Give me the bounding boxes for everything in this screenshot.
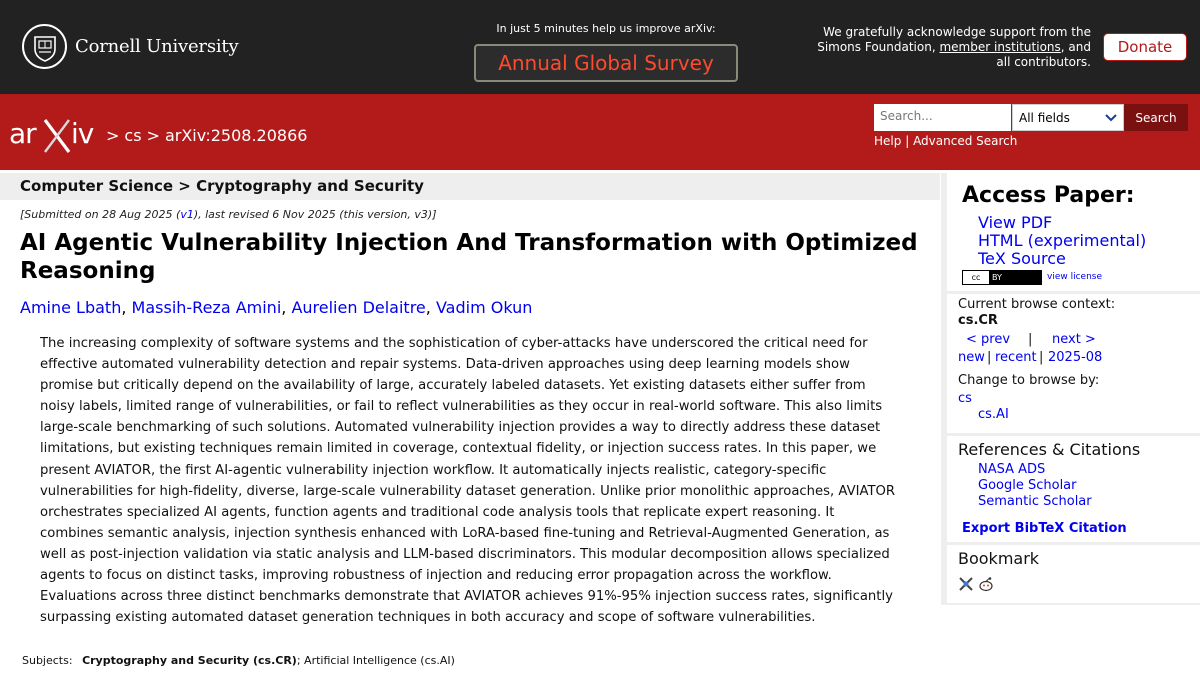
references-panel — [947, 436, 1200, 542]
author-link[interactable]: Vadim Okun — [435, 298, 533, 317]
reddit-icon[interactable] — [978, 576, 994, 592]
nav-sep: | — [1028, 332, 1033, 347]
bibsonomy-icon[interactable] — [958, 576, 974, 592]
submitted-text: [Submitted on 28 Aug 2025 ( — [20, 208, 181, 221]
breadcrumb-sep: > — [106, 126, 120, 145]
search-input[interactable]: Search... — [874, 104, 1011, 131]
new-link[interactable]: new — [958, 350, 985, 365]
change-browse-label: Change to browse by: — [958, 373, 1100, 388]
browse-cs-link[interactable]: cs — [958, 391, 972, 406]
recent-link[interactable]: recent — [995, 350, 1037, 365]
nav-sep: | — [987, 350, 992, 365]
svg-text:ar: ar — [9, 117, 36, 150]
prev-link[interactable]: < prev — [966, 332, 1011, 347]
tex-source-link[interactable]: TeX Source — [978, 249, 1066, 268]
month-link[interactable]: 2025-08 — [1048, 350, 1103, 365]
author-list — [20, 298, 532, 317]
help-links — [874, 134, 1017, 148]
cornell-seal-icon — [22, 24, 67, 69]
svg-text:iv: iv — [71, 117, 94, 150]
bookmark-heading: Bookmark — [958, 549, 1040, 568]
arxiv-logo[interactable] — [9, 114, 103, 154]
subjects-primary: Cryptography and Security (cs.CR) — [82, 654, 297, 667]
submitted-text-post: ), last revised 6 Nov 2025 (this version, v3)] — [193, 208, 437, 221]
chevron-down-icon — [1105, 114, 1117, 122]
member-institutions-link[interactable]: member institutions — [939, 40, 1061, 54]
search-button[interactable]: Search — [1124, 104, 1188, 131]
search-field-value: All fields — [1019, 110, 1070, 125]
nav-sep: | — [1039, 350, 1044, 365]
google-scholar-link[interactable]: Google Scholar — [978, 478, 1077, 493]
right-sidebar — [941, 173, 1200, 605]
browse-cs-ai-link[interactable]: cs.AI — [978, 407, 1009, 422]
semantic-scholar-link[interactable]: Semantic Scholar — [978, 494, 1092, 509]
ack-line-3: all contributors. — [996, 55, 1091, 69]
references-heading: References & Citations — [958, 440, 1141, 459]
search-field-select[interactable] — [1012, 104, 1124, 131]
ack-line-2-pre: Simons Foundation, — [817, 40, 940, 54]
cc-badge-left: cc — [963, 273, 989, 282]
submission-history — [20, 208, 436, 221]
author-sep: , — [425, 298, 431, 317]
access-heading: Access Paper: — [962, 183, 1135, 208]
author-link[interactable]: Amine Lbath — [20, 298, 122, 317]
acknowledgement — [791, 25, 1091, 70]
cc-badge-right: BY — [989, 271, 1041, 284]
view-license-link[interactable]: view license — [1047, 272, 1103, 282]
survey-prompt: In just 5 minutes help us improve arXiv: — [496, 22, 716, 35]
html-experimental-link[interactable]: HTML (experimental) — [978, 231, 1147, 250]
export-bibtex-link[interactable]: Export BibTeX Citation — [962, 521, 1127, 536]
arxiv-header — [0, 94, 1200, 170]
help-sep: | — [905, 134, 910, 148]
access-paper-panel — [947, 173, 1200, 291]
breadcrumb-cs[interactable]: cs — [124, 126, 142, 145]
cc-license-badge[interactable] — [962, 270, 1042, 285]
paper-title: AI Agentic Vulnerability Injection And Transformation with Optimized Reasoning — [20, 230, 918, 284]
cornell-link[interactable] — [22, 24, 238, 69]
ack-line-2-post: , and — [1060, 40, 1091, 54]
breadcrumb-id: arXiv:2508.20866 — [164, 126, 308, 145]
abstract: The increasing complexity of software systems and the sophistication of cyber-attacks have underscored the critical need for effective automated vulnerability detection and repair systems. Data-driven approaches using deep learning models show promise but critically depend on the availability of large, accurately labeled datasets. Yet existing datasets either suffer from noisy labels, limited range of vulnerabilities, or fail to reflect vulnerabilities as they occur in real-world software. This also limits large-scale benchmarking of such solutions. Automated vulnerability injection provides a way to directly address these dataset limitations, but existing techniques remain limited in coverage, contextual fidelity, or injection success rates. In this paper, we present AVIATOR, the first AI-agentic vulnerability injection workflow. It automatically injects realistic, category-specific vulnerabilities for high-fidelity, diverse, large-scale vulnerability dataset generation. Unlike prior monolithic approaches, AVIATOR orchestrates specialized AI agents, function agents and traditional code analysis tools that replicate expert reasoning. It combines semantic analysis, injection synthesis enhanced with LoRA-based fine-tuning and Retrieval-Augmented Generation, as well as post-injection validation via static analysis and LLM-based discriminators. This modular decomposition allows specialized agents to focus on distinct tasks, improving robustness of injection and reducing error propagation across the workflow. Evaluations across three distinct benchmarks demonstrate that AVIATOR achieves 91%-95% injection success rates, significantly surpassing existing automated dataset generation techniques in both accuracy and scope of software vulnerabilities. — [40, 336, 896, 626]
donate-button[interactable]: Donate — [1103, 33, 1187, 61]
author-sep: , — [121, 298, 127, 317]
next-link[interactable]: next > — [1052, 332, 1096, 347]
browse-context-label: Current browse context: — [958, 297, 1116, 312]
nasa-ads-link[interactable]: NASA ADS — [978, 462, 1046, 477]
breadcrumb-sep: > — [146, 126, 160, 145]
view-pdf-link[interactable]: View PDF — [978, 213, 1053, 232]
browse-context-panel — [947, 294, 1200, 433]
bookmark-panel — [947, 545, 1200, 603]
advanced-search-link[interactable]: Advanced Search — [913, 134, 1018, 148]
author-sep: , — [281, 298, 287, 317]
survey-button[interactable]: Annual Global Survey — [474, 44, 738, 82]
subjects-label: Subjects: — [22, 654, 73, 667]
subjects-row — [22, 654, 455, 667]
top-banner — [0, 0, 1200, 94]
category-bar — [0, 173, 940, 200]
help-link[interactable]: Help — [874, 134, 902, 148]
browse-context-value: cs.CR — [958, 313, 998, 328]
version-v1-link[interactable]: v1 — [180, 208, 194, 221]
author-link[interactable]: Massih-Reza Amini — [131, 298, 282, 317]
breadcrumb — [106, 126, 312, 145]
ack-line-1: We gratefully acknowledge support from the — [823, 25, 1091, 39]
subjects-secondary: ; Artificial Intelligence (cs.AI) — [296, 654, 455, 667]
cornell-name: Cornell University — [75, 36, 239, 57]
category-heading: Computer Science > Cryptography and Security — [20, 177, 424, 195]
author-link[interactable]: Aurelien Delaitre — [291, 298, 426, 317]
